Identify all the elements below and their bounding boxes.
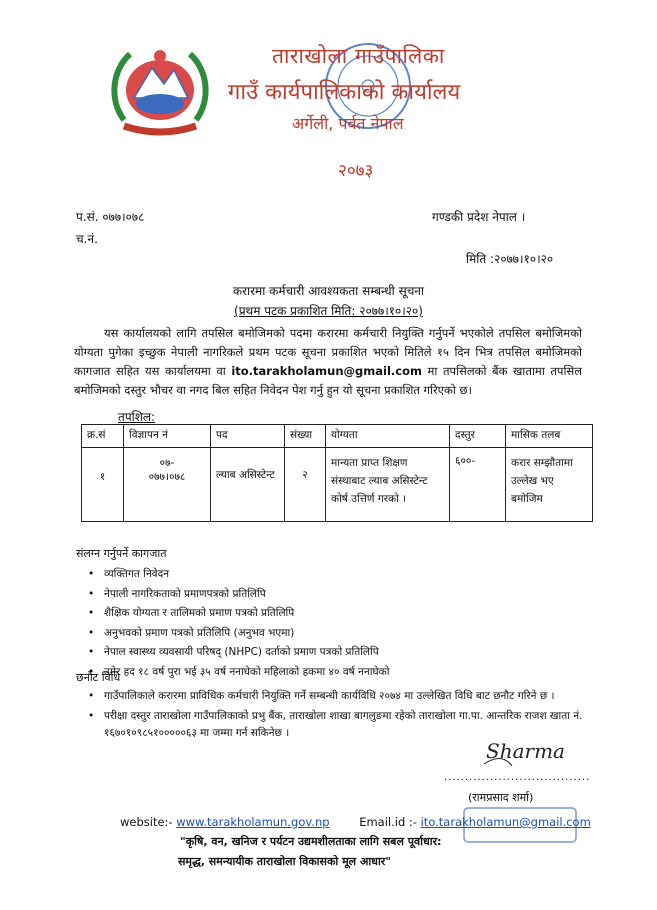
signature-handwriting	[482, 732, 572, 772]
col-qualification: योग्यता	[326, 425, 450, 448]
list-item: • परीक्षा दस्तुर ताराखोला गाउँपालिकाको प्रभु बैंक, ताराखोला शाखा बागलुङमा रहेको ताराखोला गा.पा. आन्तरिक राजश खाता नं. १६७०१०९८५१०००००६३ मा जम्मा गर्न सकिनेछ ।	[82, 708, 602, 742]
cell-adv-no-line2: ०७७।०७८	[148, 471, 186, 483]
cell-fee: ६००-	[450, 448, 506, 522]
signatory-name: (रामप्रसाद शर्मा)	[468, 791, 534, 804]
letter-date: मिति :२०७७।१०।२०	[466, 252, 554, 266]
documents-list	[82, 565, 602, 682]
list-item: • शैक्षिक योग्यता र तालिमको प्रमाण पत्रको प्रतिलिपि	[82, 604, 602, 624]
header-address: अर्गेली, पर्वत नेपाल	[292, 114, 404, 133]
col-fee: दस्तुर	[450, 425, 506, 448]
table-row	[82, 448, 593, 522]
col-count: संख्या	[285, 425, 326, 448]
header-office-name: गाउँ कार्यपालिकाको कार्यालय	[228, 80, 461, 105]
vacancy-table	[81, 424, 593, 522]
cell-salary: करार सम्झौतामा उल्लेख भए बमोजिम	[506, 448, 593, 522]
list-item: • अनुभवको प्रमाण पत्रको प्रतिलिपि (अनुभव भएमा)	[82, 624, 602, 644]
header-year: २०७३	[338, 161, 374, 181]
nepal-government-emblem	[104, 40, 216, 140]
col-post: पद	[211, 425, 285, 448]
list-item: • व्यक्तिगत निवेदन	[82, 565, 602, 585]
notice-body	[74, 324, 582, 400]
col-salary: मासिक तलब	[506, 425, 593, 448]
notice-email[interactable]: ito.tarakholamun@gmail.com	[231, 364, 422, 378]
website-link[interactable]: www.tarakholamun.gov.np	[176, 815, 330, 829]
footer-slogan-line2: समृद्ध, समन्यायीक ताराखोला विकासको मूल आधार"	[178, 855, 392, 868]
notice-subtitle: (प्रथम पटक प्रकाशित मिति: २०७७।१०।२०)	[234, 304, 423, 318]
selection-heading: छनौट विधि	[76, 671, 121, 684]
website-label: website:-	[120, 815, 173, 829]
notice-body-text-2: मा तपसिलको बैंक खातामा तपसिल बमोजिमको दस्तुर भौचर वा नगद बिल सहित निवेदन पेश गर्नु हुन यो सूचना प्रकाशित गरिएको छ।	[74, 364, 583, 397]
cell-sn: १	[82, 448, 124, 522]
list-item: • नेपाली नागरिकताको प्रमाणपत्रको प्रतिलिपि	[82, 585, 602, 605]
list-item: • नेपाल स्वास्थ्य व्यवसायी परिषद् (NHPC) दर्ताको प्रमाण पत्रको प्रतिलिपि	[82, 643, 602, 663]
province-label: गण्डकी प्रदेश नेपाल ।	[432, 210, 526, 224]
dispatch-number: च.नं.	[76, 232, 98, 246]
signature-line: ...................................	[444, 772, 591, 783]
col-sn: क्र.सं	[82, 425, 124, 448]
col-adv-no: विज्ञापन नं	[124, 425, 211, 448]
notice-body-text-1: यस कार्यालयको लागि तपसिल बमोजिमको पदमा करारमा कर्मचारी नियुक्ति गर्नुपर्ने भएकोले तपसिल बमोजिमको योग्यता पुगेका इच्छुक नेपाली नागरिकले प्रथम पटक सूचना प्रकाशित भएको मितिले १५ दिन भित्र तपसिल बमोजिमको कागजात सहित यस कार्यालयमा वा	[74, 326, 582, 378]
footer-contact	[120, 815, 591, 829]
cell-post: ल्याब असिस्टेन्ट	[211, 448, 285, 522]
cell-count: २	[285, 448, 326, 522]
header-municipality-name: ताराखोला गाउँपालिका	[272, 44, 445, 68]
email-label: Email.id :-	[359, 815, 417, 829]
cell-adv-no-line1: ०७-	[159, 457, 175, 469]
footer-slogan-line1: "कृषि, वन, खनिज र पर्यटन उद्यमशीलताका लागि सबल पूर्वाधार:	[180, 835, 442, 848]
notice-title: करारमा कर्मचारी आवश्यकता सम्बन्धी सूचना	[232, 284, 425, 298]
letter-ref-number: प.सं. ०७७।०७८	[76, 210, 145, 224]
documents-heading: संलग्न गर्नुपर्ने कागजात	[76, 547, 167, 560]
list-item: • गाउँपालिकाले करारमा प्राविधिक कर्मचारी नियुक्ति गर्ने सम्बन्धी कार्यविधि २०७४ मा उल्लेखित विधि बाट छनौट गरिने छ ।	[82, 688, 602, 705]
cell-adv-no	[124, 448, 211, 522]
signature-text: Sharma	[486, 739, 565, 763]
cell-qualification: मान्यता प्राप्त शिक्षण संस्थाबाट ल्याब असिस्टेन्ट कोर्ष उत्तिर्ण गरको ।	[326, 448, 450, 522]
table-header-row	[82, 425, 593, 448]
footer-email-link[interactable]: ito.tarakholamun@gmail.com	[420, 815, 591, 829]
details-label: तपशिल:	[118, 410, 156, 424]
list-item: • उमेर हद १८ वर्ष पुरा भई ३५ वर्ष ननाघेको महिलाको हकमा ४० वर्ष ननाघेको	[82, 663, 602, 683]
